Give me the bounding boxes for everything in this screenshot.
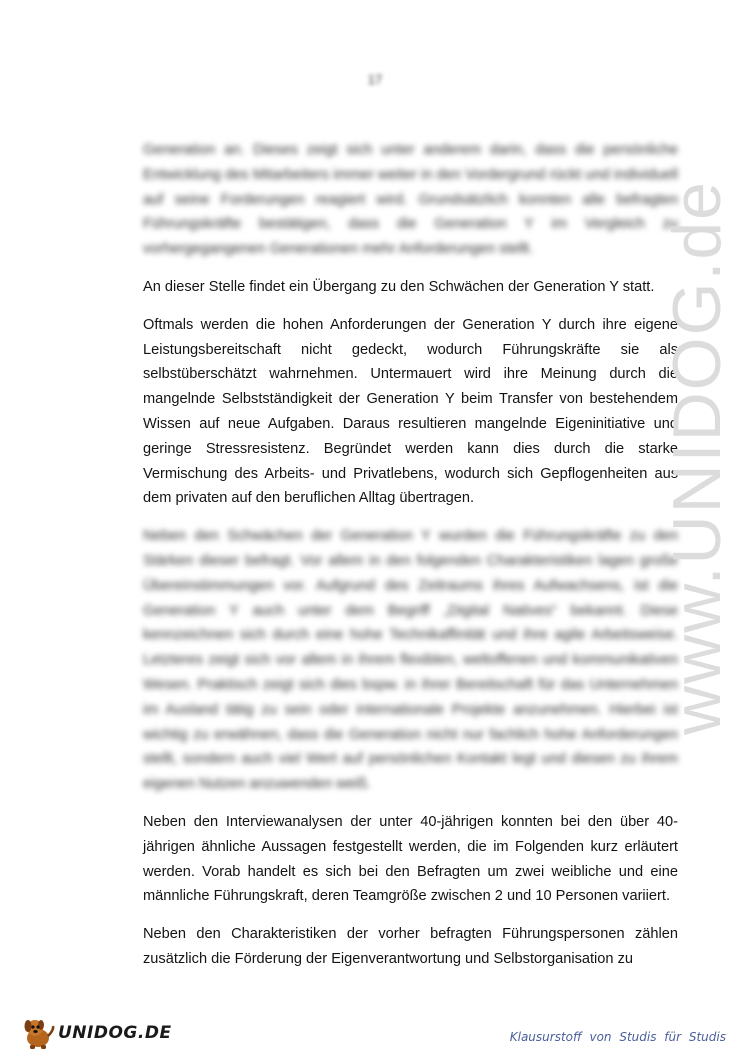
watermark: www.UNIDOG.de (659, 180, 735, 735)
paragraph-5: Neben den Interviewanalysen der unter 40-jährigen konnten bei den über 40-jährigen ähnliche Aussagen festgestellt werden, die im Folgenden kurz erläutert werden. Vorab handelt es sich bei den Befragten um zwei weibliche und eine männliche Führungskraft, deren Teamgröße zwischen 2 und 10 Personen variiert. (143, 813, 678, 905)
dog-mascot-icon (20, 1016, 56, 1050)
paragraph-3: Oftmals werden die hohen Anforderungen der Generation Y durch ihre eigene Leistungsbereitschaft nicht gedeckt, wodurch Führungskräfte sie als selbstüberschätzt wahrnehmen. Untermauert wird ihre Meinung durch die mangelnde Selbstständigkeit der Generation Y beim Transfer von bestehendem Wissen auf neue Aufgaben. Daraus resultieren mangelnde Eigeninitiative und geringe Stressresistenz. Begründet werden kann dies durch die starke Vermischung des Arbeits- und Privatlebens, wodurch sich Gepflogenheiten aus dem privaten auf den beruflichen Alltag übertragen. (143, 316, 678, 507)
paragraph-1-blurred: Generation an. Dieses zeigt sich unter anderem darin, dass die persönliche Entwicklung des Mitarbeiters immer weiter in den Vordergrund rückt und individuell auf seine Forderungen reagiert wird. Grundsätzlich konnten alle befragten Führungskräfte bestätigen, dass die Generation Y im Vergleich zu vorhergegangenen Generationen mehr Anforderungen stellt. (143, 142, 678, 258)
document-body (143, 138, 678, 985)
footer-slogan: Klausurstoff von Studis für Studis (509, 1030, 726, 1044)
logo-text: UNIDOG.DE (58, 1023, 172, 1043)
paragraph-6: Neben den Charakteristiken der vorher befragten Führungspersonen zählen zusätzlich die Förderung der Eigenverantwortung und Selbstorganisation zu (143, 926, 678, 967)
paragraph-2: An dieser Stelle findet ein Übergang zu den Schwächen der Generation Y statt. (143, 278, 655, 295)
unidog-logo[interactable] (20, 1013, 190, 1053)
paragraph-4-blurred: Neben den Schwächen der Generation Y wurden die Führungskräfte zu den Stärken dieser befragt. Vor allem in den folgenden Charakteristiken lagen große Übereinstimmungen vor. Aufgrund des Zeitraums ihres Aufwachsens, ist die Generation Y auch unter dem Begriff „Digital Natives“ bekannt. Diese kennzeichnen sich durch eine hohe Technikaffinität und ihre agile Arbeitsweise. Letzteres zeigt sich vor allem in ihrem flexiblen, weltoffenen und kommunikativen Wesen. Praktisch zeigt sich dies bspw. in ihrer Bereitschaft für das Unternehmen im Ausland tätig zu sein oder internationale Projekte anzunehmen. Hierbei ist wichtig zu erwähnen, dass die Generation nicht nur fachlich hohe Anforderungen stellt, sondern auch viel Wert auf persönlichen Kontakt legt und diesen zu ihrem eigenen Nutzen anzuwenden weiß. (143, 528, 678, 793)
page-number: 17 (367, 72, 383, 87)
